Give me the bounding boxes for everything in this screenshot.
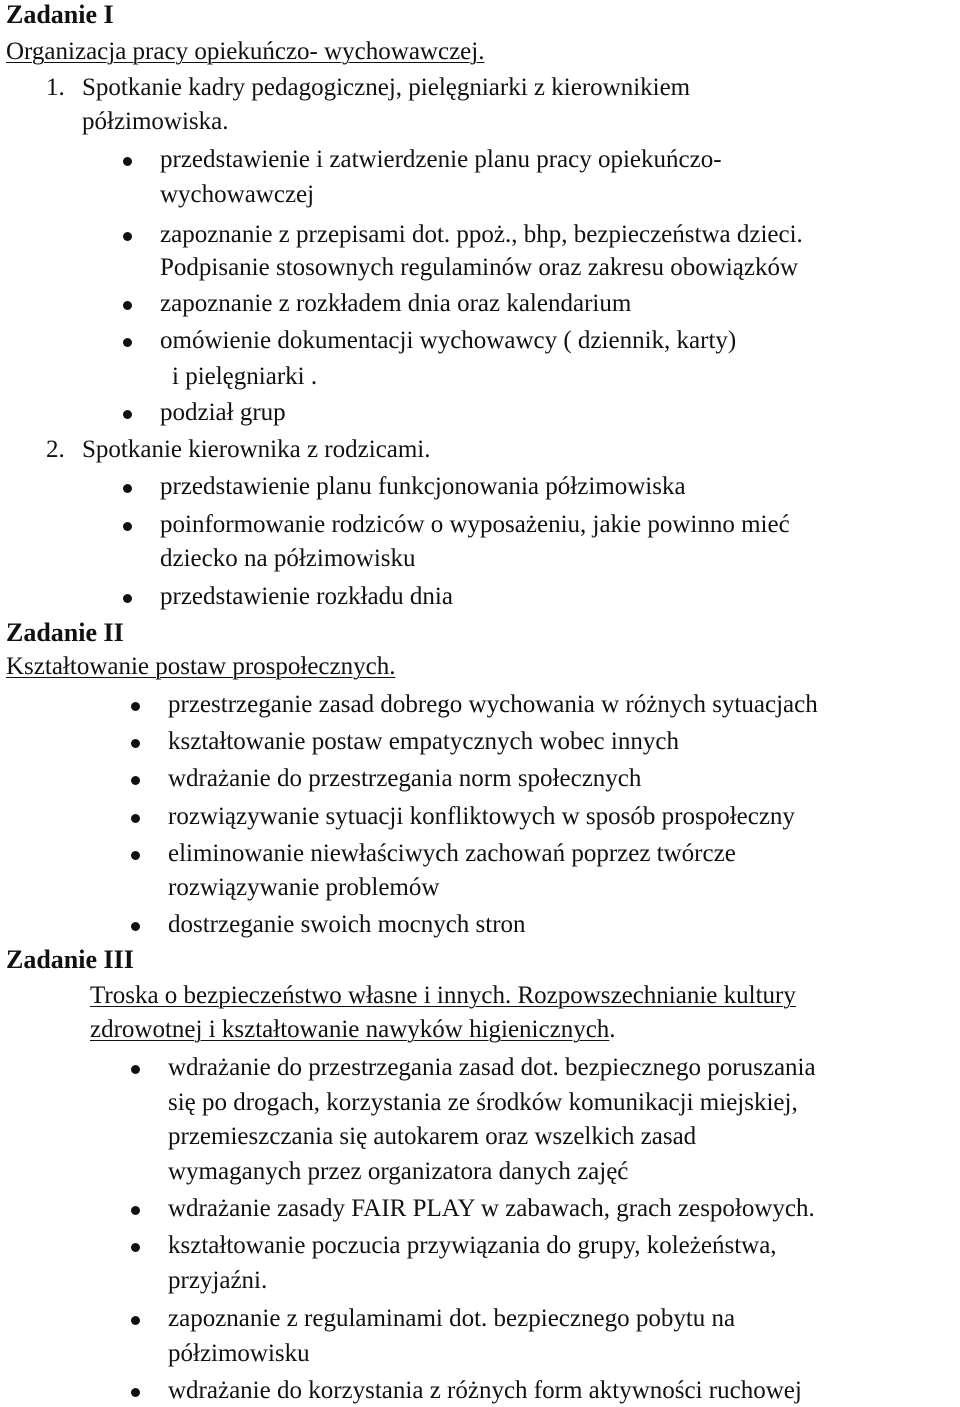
bullet-icon: [123, 157, 132, 166]
list-item-line: rozwiązywanie sytuacji konfliktowych w sposób prospołeczny: [168, 803, 795, 830]
bullet-icon: [131, 1206, 140, 1215]
list-item-line: wdrażanie do przestrzegania zasad dot. bezpiecznego poruszania: [168, 1054, 816, 1081]
list-item-line: półzimowisku: [168, 1340, 310, 1367]
bullet-icon: [131, 814, 140, 823]
bullet-icon: [131, 776, 140, 785]
list-item-line: omówienie dokumentacji wychowawcy ( dziennik, karty): [160, 327, 737, 354]
subtitle-zadanie-1: Organizacja pracy opiekuńczo- wychowawczej.: [6, 38, 485, 65]
heading-zadanie-2: Zadanie II: [6, 618, 124, 647]
list-item-line: wdrażanie do korzystania z różnych form aktywności ruchowej: [168, 1377, 802, 1404]
list-item-line: rozwiązywanie problemów: [168, 874, 440, 901]
bullet-icon: [131, 739, 140, 748]
list-item-line: wdrażanie do przestrzegania norm społecznych: [168, 765, 642, 792]
bullet-icon: [131, 922, 140, 931]
list-item-line: przemieszczania się autokarem oraz wszelkich zasad: [168, 1123, 697, 1150]
list-item-line: zapoznanie z regulaminami dot. bezpiecznego pobytu na: [168, 1305, 736, 1332]
list-item-line: przedstawienie i zatwierdzenie planu pracy opiekuńczo-: [160, 146, 722, 173]
subtitle-zadanie-2: Kształtowanie postaw prospołecznych.: [6, 653, 396, 680]
numbered-item-1-line-2: półzimowiska.: [82, 108, 229, 135]
subtitle-zadanie-3-line-2: [90, 1015, 616, 1045]
bullet-icon: [123, 484, 132, 493]
list-item-line: eliminowanie niewłaściwych zachowań poprzez twórcze: [168, 840, 736, 867]
list-item-line: zapoznanie z rozkładem dnia oraz kalendarium: [160, 290, 632, 317]
list-item-line: wychowawczej: [160, 181, 315, 208]
list-item-line: kształtowanie postaw empatycznych wobec innych: [168, 728, 679, 755]
subtitle-zadanie-3-line-1: Troska o bezpieczeństwo własne i innych. Rozpowszechnianie kultury: [90, 982, 796, 1009]
numbered-item-1-line-1: Spotkanie kadry pedagogicznej, pielęgniarki z kierownikiem: [82, 74, 691, 101]
subtitle-zadanie-3-line-2-text: zdrowotnej i kształtowanie nawyków higienicznych: [90, 1016, 610, 1043]
list-item-line: przyjaźni.: [168, 1267, 268, 1294]
heading-zadanie-1: Zadanie I: [6, 0, 114, 29]
bullet-icon: [123, 232, 132, 241]
list-item-line: wymaganych przez organizatora danych zajęć: [168, 1158, 629, 1185]
bullet-icon: [123, 594, 132, 603]
bullet-icon: [123, 410, 132, 419]
bullet-icon: [131, 1243, 140, 1252]
list-item-line: się po drogach, korzystania ze środków komunikacji miejskiej,: [168, 1089, 798, 1116]
numbered-item-2-text: Spotkanie kierownika z rodzicami.: [82, 436, 431, 463]
heading-zadanie-3: Zadanie III: [6, 945, 134, 974]
bullet-icon: [131, 1388, 140, 1397]
bullet-icon: [131, 1065, 140, 1074]
numbered-item-1-number: 1.: [46, 74, 65, 101]
bullet-icon: [123, 301, 132, 310]
list-item-line: i pielęgniarki .: [172, 363, 318, 390]
subtitle-zadanie-3-period: .: [609, 1016, 616, 1043]
list-item-line: wdrażanie zasady FAIR PLAY w zabawach, grach zespołowych.: [168, 1195, 815, 1222]
list-item-line: poinformowanie rodziców o wyposażeniu, jakie powinno mieć: [160, 511, 790, 538]
bullet-icon: [123, 522, 132, 531]
numbered-item-2-number: 2.: [46, 436, 65, 463]
bullet-icon: [123, 338, 132, 347]
bullet-icon: [131, 1316, 140, 1325]
list-item-line: dziecko na półzimowisku: [160, 545, 416, 572]
list-item-line: zapoznanie z przepisami dot. ppoż., bhp, bezpieczeństwa dzieci.: [160, 221, 803, 248]
list-item-line: przestrzeganie zasad dobrego wychowania w różnych sytuacjach: [168, 691, 818, 718]
bullet-icon: [131, 851, 140, 860]
bullet-icon: [131, 702, 140, 711]
list-item-line: Podpisanie stosownych regulaminów oraz zakresu obowiązków: [160, 254, 799, 281]
list-item-line: kształtowanie poczucia przywiązania do grupy, koleżeństwa,: [168, 1232, 777, 1259]
list-item-line: podział grup: [160, 399, 286, 426]
list-item-line: dostrzeganie swoich mocnych stron: [168, 911, 526, 938]
list-item-line: przedstawienie rozkładu dnia: [160, 583, 453, 610]
list-item-line: przedstawienie planu funkcjonowania półzimowiska: [160, 473, 686, 500]
